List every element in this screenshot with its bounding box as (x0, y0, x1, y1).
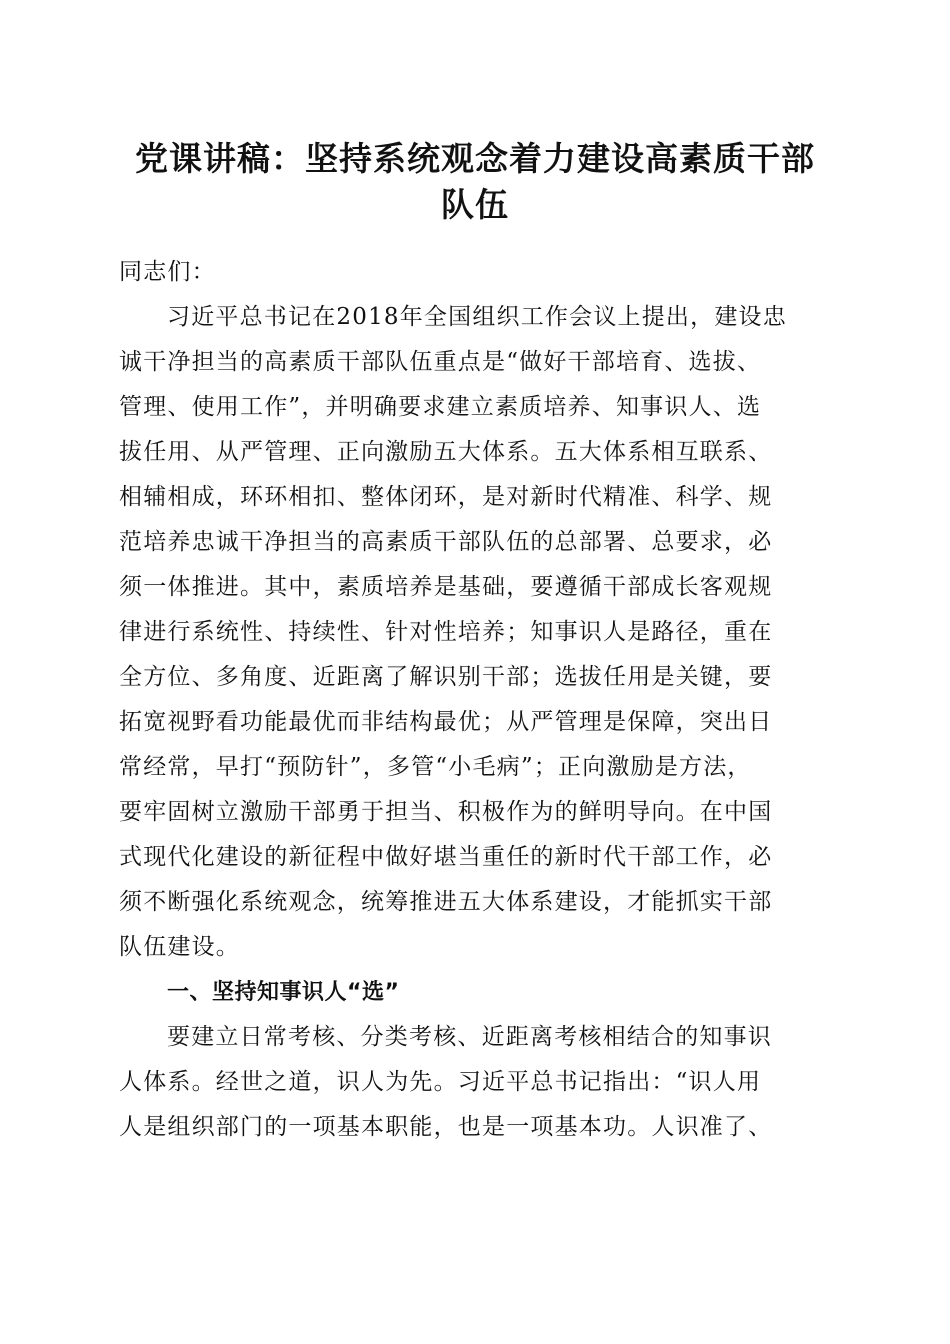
paragraph-line: 人是组织部门的一项基本职能，也是一项基本功。人识准了、 (119, 1114, 773, 1140)
title-line-1: 党课讲稿：坚持系统观念着力建设高素质干部 (135, 139, 815, 178)
paragraph-line: 律进行系统性、持续性、针对性培养；知事识人是路径，重在 (119, 619, 773, 645)
paragraph-line: 常经常，早打“预防针”，多管“小毛病”；正向激励是方法， (119, 754, 752, 780)
paragraph-line: 拓宽视野看功能最优而非结构最优；从严管理是保障，突出日 (119, 709, 773, 735)
salutation: 同志们： (119, 259, 216, 285)
document-body (119, 250, 835, 1150)
paragraph-1 (119, 295, 835, 970)
paragraph-line: 全方位、多角度、近距离了解识别干部；选拔任用是关键，要 (119, 664, 773, 690)
paragraph-line: 诚干净担当的高素质干部队伍重点是“做好干部培育、选拔、 (119, 349, 762, 375)
paragraph-line: 拔任用、从严管理、正向激励五大体系。五大体系相互联系、 (119, 439, 773, 465)
paragraph-line: 相辅相成，环环相扣、整体闭环，是对新时代精准、科学、规 (119, 484, 773, 510)
paragraph-line: 式现代化建设的新征程中做好堪当重任的新时代干部工作，必 (119, 844, 773, 870)
paragraph-line: 须一体推进。其中，素质培养是基础，要遵循干部成长客观规 (119, 574, 773, 600)
paragraph-line: 习近平总书记在2018年全国组织工作会议上提出，建设忠 (167, 304, 787, 330)
paragraph-line: 须不断强化系统观念，统筹推进五大体系建设，才能抓实干部 (119, 889, 773, 915)
title-line-2: 队伍 (441, 185, 509, 224)
paragraph-line: 范培养忠诚干净担当的高素质干部队伍的总部署、总要求，必 (119, 529, 773, 555)
document-title (100, 136, 850, 228)
paragraph-line: 队伍建设。 (119, 934, 240, 960)
paragraph-line: 人体系。经世之道，识人为先。习近平总书记指出：“识人用 (119, 1069, 762, 1095)
paragraph-2 (119, 1015, 835, 1150)
section-heading-1: 一、坚持知事识人“选” (167, 980, 400, 1005)
paragraph-line: 要牢固树立激励干部勇于担当、积极作为的鲜明导向。在中国 (119, 799, 773, 825)
paragraph-line: 要建立日常考核、分类考核、近距离考核相结合的知事识 (167, 1024, 772, 1050)
paragraph-line: 管理、使用工作”，并明确要求建立素质培养、知事识人、选 (119, 394, 762, 420)
